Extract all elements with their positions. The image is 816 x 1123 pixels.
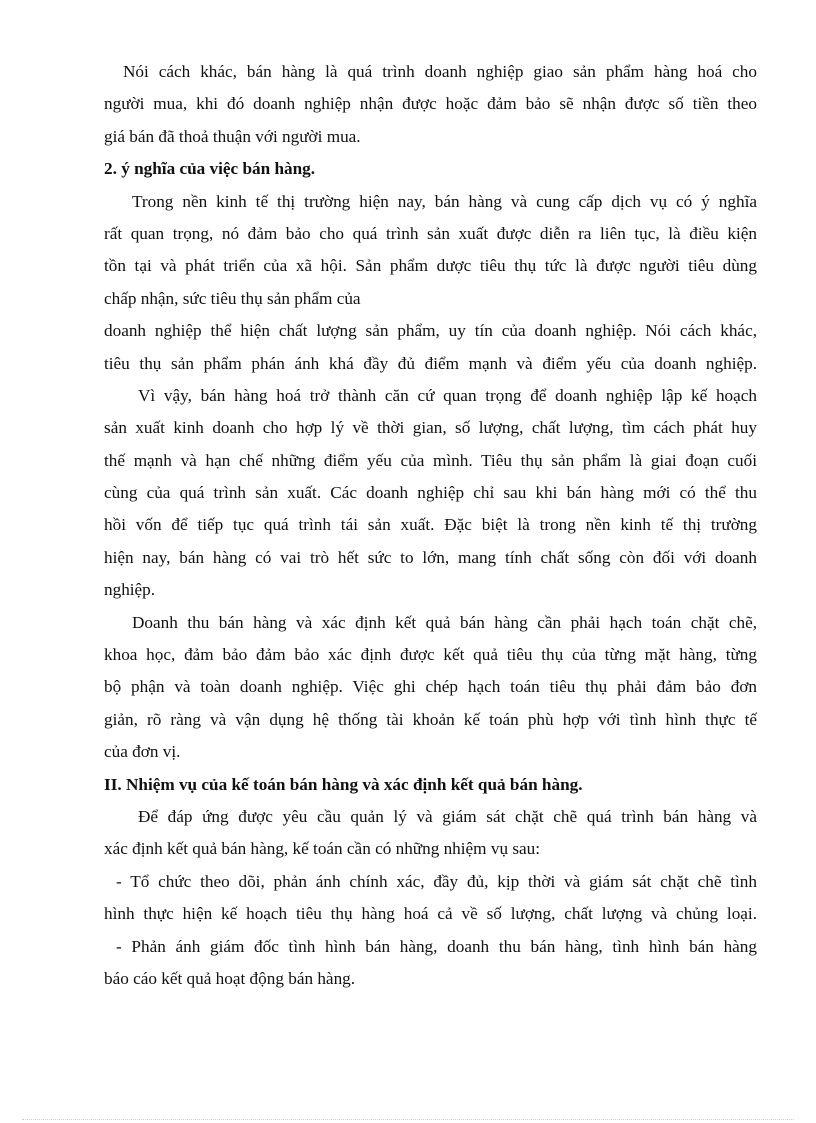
bullet-item [104, 931, 757, 996]
page-bottom-divider [22, 1119, 794, 1120]
paragraph [104, 186, 757, 380]
text-line: xác định kết quả bán hàng, kế toán cần có những nhiệm vụ sau: [104, 839, 541, 859]
text-line: sản xuất kinh doanh cho hợp lý về thời gian, số lượng, chất lượng, tìm cách phát huy [104, 418, 757, 438]
text-line: báo cáo kết quả hoạt động bán hàng. [104, 968, 356, 988]
text-line: giản, rõ ràng và vận dụng hệ thống tài khoản kế toán phù hợp với tình hình thực tế [104, 709, 757, 729]
text-line: chấp nhận, sức tiêu thụ sản phẩm của [104, 288, 361, 308]
text-line: Trong nền kinh tế thị trường hiện nay, bán hàng và cung cấp dịch vụ có ý nghĩa [132, 191, 757, 211]
text-line: bộ phận và toàn doanh nghiệp. Việc ghi chép hạch toán tiêu thụ phải đảm bảo đơn [104, 677, 757, 697]
text-line: người mua, khi đó doanh nghiệp nhận được hoặc đảm bảo sẽ nhận được số tiền theo [104, 94, 757, 114]
paragraph [104, 607, 757, 769]
text-line: doanh nghiệp thể hiện chất lượng sản phẩm, uy tín của doanh nghiệp. Nói cách khác, [104, 321, 757, 341]
text-line: tồn tại và phát triển của xã hội. Sản phẩm dược tiêu thụ tức là được người tiêu dùng [104, 256, 757, 276]
text-line: cùng của quá trình sản xuất. Các doanh nghiệp chỉ sau khi bán hàng mới có thể thu [104, 483, 757, 503]
document-page [104, 56, 757, 995]
section-heading: 2. ý nghĩa của việc bán hàng. [104, 159, 316, 179]
text-line: hiện nay, bán hàng có vai trò hết sức to lớn, mang tính chất sống còn đối với doanh [104, 547, 757, 567]
paragraph [104, 56, 757, 153]
text-line: rất quan trọng, nó đảm bảo cho quá trình sản xuất được diễn ra liên tục, là điều kiện [104, 223, 757, 243]
text-line: khoa học, đảm bảo đảm bảo xác định được kết quả tiêu thụ của từng mặt hàng, từng [104, 645, 757, 665]
bullet-item [104, 866, 757, 931]
text-line: thế mạnh và hạn chế những điểm yếu của mình. Tiêu thụ sản phẩm là giai đoạn cuối [104, 450, 757, 470]
text-line: Vì vậy, bán hàng hoá trở thành căn cứ quan trọng để doanh nghiệp lập kế hoạch [138, 385, 757, 405]
text-line: giá bán đã thoả thuận với người mua. [104, 126, 361, 146]
paragraph [104, 801, 757, 866]
text-line: Nói cách khác, bán hàng là quá trình doanh nghiệp giao sản phẩm hàng hoá cho [123, 62, 757, 81]
text-line: - Tổ chức theo dõi, phản ánh chính xác, đầy đủ, kịp thời và giám sát chặt chẽ tình [116, 871, 757, 891]
section-heading: II. Nhiệm vụ của kế toán bán hàng và xác định kết quả bán hàng. [104, 774, 583, 794]
text-line: nghiệp. [104, 580, 156, 600]
text-line: Để đáp ứng được yêu cầu quản lý và giám sát chặt chẽ quá trình bán hàng và [138, 806, 757, 826]
paragraph [104, 380, 757, 607]
text-line: hồi vốn để tiếp tục quá trình tái sản xuất. Đặc biệt là trong nền kinh tế thị trường [104, 515, 757, 535]
text-line: hình thực hiện kế hoạch tiêu thụ hàng hoá cả về số lượng, chất lượng và chủng loại. [104, 904, 757, 924]
text-line: Doanh thu bán hàng và xác định kết quả bán hàng cần phải hạch toán chặt chẽ, [132, 612, 757, 632]
text-line: - Phản ánh giám đốc tình hình bán hàng, doanh thu bán hàng, tình hình bán hàng [116, 936, 757, 956]
text-line: của đơn vị. [104, 742, 181, 762]
text-line: tiêu thụ sản phẩm phán ánh khá đầy đủ điểm mạnh và điểm yếu của doanh nghiệp. [104, 353, 757, 373]
